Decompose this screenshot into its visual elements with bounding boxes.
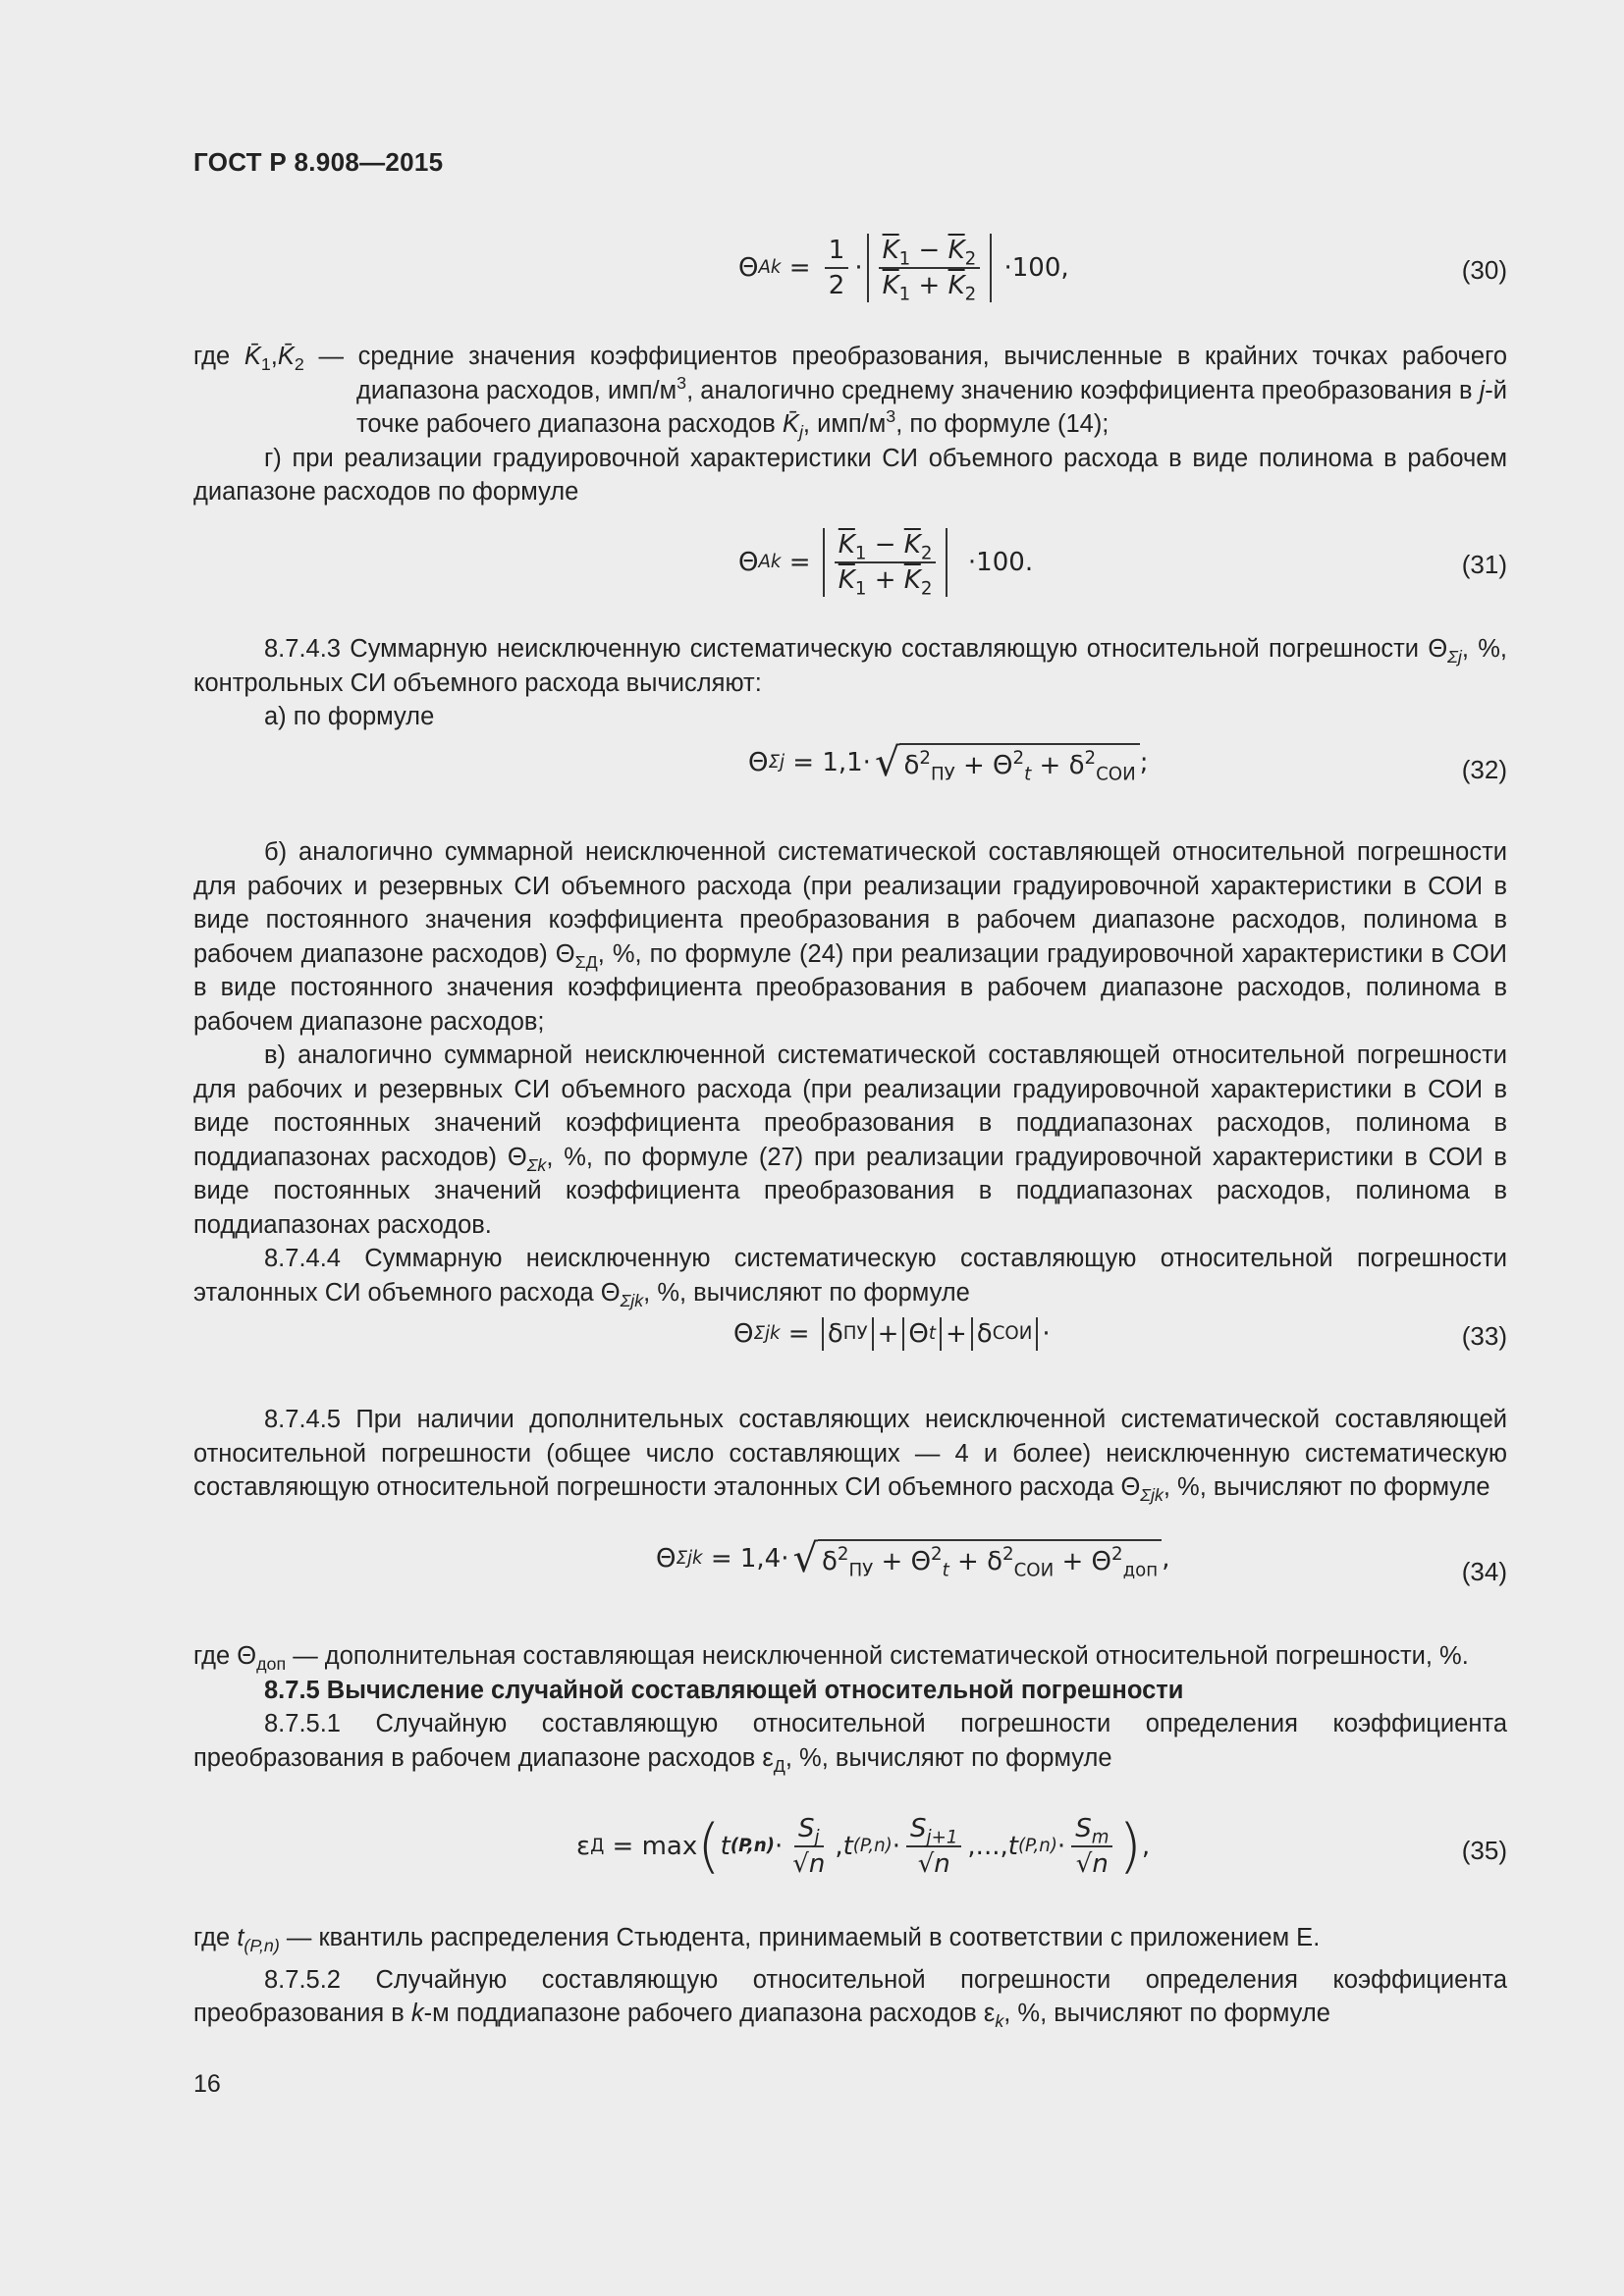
- where-paragraph-student: где $t_{(P,n)}$ — квантиль распределения Стьюдента, принимаемый в соответствии с приложением Е.: [193, 1924, 1321, 1956]
- paragraph-b: б) аналогично суммарной неисключенной систематической составляющей относительной погрешности для рабочих и резервных СИ объемного расхода (при реализации градуировочной характеристики в СОИ в виде постоянного значения коэффициента преобразования в рабочем диапазоне расходов, полинома в рабочем диапазоне расходов) $\Theta_{\Sigma Д}$, %, по формуле (24) при реализации градуировочной характеристики в СОИ в виде постоянного значения коэффициента преобразования в рабочем диапазоне расходов, полинома в рабочем диапазоне расходов;: [193, 838, 1507, 1036]
- page-number: 16: [193, 2070, 221, 2098]
- formula-34: Θ Σjk = 1,4· √ $\delta^2_{ПУ} + \Theta^2_t + \delta^2_{СОИ} + \Theta^2_{доп}$ , (34): [656, 1536, 1507, 1586]
- text-block-3: [193, 835, 1507, 1309]
- formula-number: (31): [1461, 550, 1507, 579]
- formula-35: ε Д = max ( t (P,n) · $\frac{S_j}{√n}$ , t (P,n) · $\frac{S_{j+1}}{√n}$ ,..., t (P,n) · $\frac{S_m}{√n}$ ) , (35): [576, 1812, 1507, 1881]
- paragraph-a: а) по формуле: [264, 703, 435, 730]
- paragraph-8-7-5-2: 8.7.5.2 Случайную составляющую относительной погрешности определения коэффициента преобразования в k-м поддиапазоне рабочего диапазона расходов $\varepsilon_k$, %, вычисляют по формуле: [193, 1965, 1507, 2032]
- text-block-1: [193, 340, 1507, 509]
- formula-31: Θ Ak = $\frac{\overline{K}_1 - \overline{K}_2}{\overline{K}_1 + \overline{K}_2}$ ·100. (31): [738, 530, 1507, 600]
- formula-number: (32): [1461, 755, 1507, 784]
- formula-number: (30): [1461, 255, 1507, 285]
- text-block-4: [193, 1403, 1507, 1505]
- paragraph-8-7-4-5: 8.7.4.5 При наличии дополнительных составляющих неисключенной систематической составляющей относительной погрешности (общее число составляющих — 4 и более) неисключенную систематическую составляющую относительной погрешности эталонных СИ объемного расхода $\Theta_{\Sigma jk}$, %, вычисляют по формуле: [193, 1406, 1507, 1506]
- text-block-2: [193, 632, 1507, 734]
- text-block-5: [193, 1639, 1507, 1775]
- paragraph-v: в) аналогично суммарной неисключенной систематической составляющей относительной погрешности для рабочих и резервных СИ объемного расхода (при реализации градуировочной характеристики в СОИ в виде постоянных значений коэффициента преобразования в поддиапазонах расходов, полинома в поддиапазонах расходов) $\Theta_{\Sigma k}$, %, по формуле (27) при реализации градуировочной характеристики в СОИ в виде постоянных значений коэффициента преобразования в поддиапазонах расходов, полинома в поддиапазонах расходов.: [193, 1041, 1507, 1239]
- formula-number: (34): [1461, 1557, 1507, 1586]
- section-heading-8-7-5: 8.7.5 Вычисление случайной составляющей относительной погрешности: [264, 1676, 1184, 1704]
- paragraph-8-7-4-3: 8.7.4.3 Суммарную неисключенную систематическую составляющую относительной погрешности $\Theta_{\Sigma j}$, %, контрольных СИ объемного расхода вычисляют:: [193, 635, 1507, 697]
- paragraph-8-7-4-4: 8.7.4.4 Суммарную неисключенную систематическую составляющую относительной погрешности эталонных СИ объемного расхода $\Theta_{\Sigma jk}$, %, вычисляют по формуле: [193, 1245, 1507, 1310]
- text-block-6: [193, 1921, 1507, 2031]
- paragraph-8-7-5-1: 8.7.5.1 Случайную составляющую относительной погрешности определения коэффициента преобразования в рабочем диапазоне расходов $\varepsilon_Д$, %, вычисляют по формуле: [193, 1710, 1507, 1776]
- document-code: ГОСТ Р 8.908—2015: [193, 147, 444, 177]
- where-paragraph-dop: где $\Theta_{доп}$ — дополнительная составляющая неисключенной систематической относительной погрешности, %.: [193, 1642, 1469, 1675]
- formula-number: (33): [1461, 1321, 1507, 1351]
- formula-32: Θ Σj = 1,1· √ $\delta^2_{ПУ} + \Theta^2_t + \delta^2_{СОИ}$ ; (32): [748, 740, 1507, 785]
- formula-33: Θ Σjk = δ ПУ + Θ t + δ СОИ · (33): [733, 1319, 1507, 1351]
- paragraph-g: г) при реализации градуировочной характеристики СИ объемного расхода в виде полинома в рабочем диапазоне расходов по формуле: [193, 444, 1507, 506]
- where-paragraph-k1-k2: где $K̄_1,K̄_2$ — средние значения коэффициентов преобразования, вычисленные в крайних точках рабочего диапазона расходов, имп/$м^3$, аналогично среднему значению коэффициента преобразования в j-й точке рабочего диапазона расходов $K̄_j$, имп/$м^3$, по формуле (14);: [193, 343, 1508, 443]
- formula-30: Θ Ak = $\frac{1}{2}$ · $\frac{\overline{K}_1 - \overline{K}_2}{\overline{K}_1 + \overline{K}_2}$ ·100, (30): [738, 236, 1507, 305]
- formula-number: (35): [1461, 1836, 1507, 1865]
